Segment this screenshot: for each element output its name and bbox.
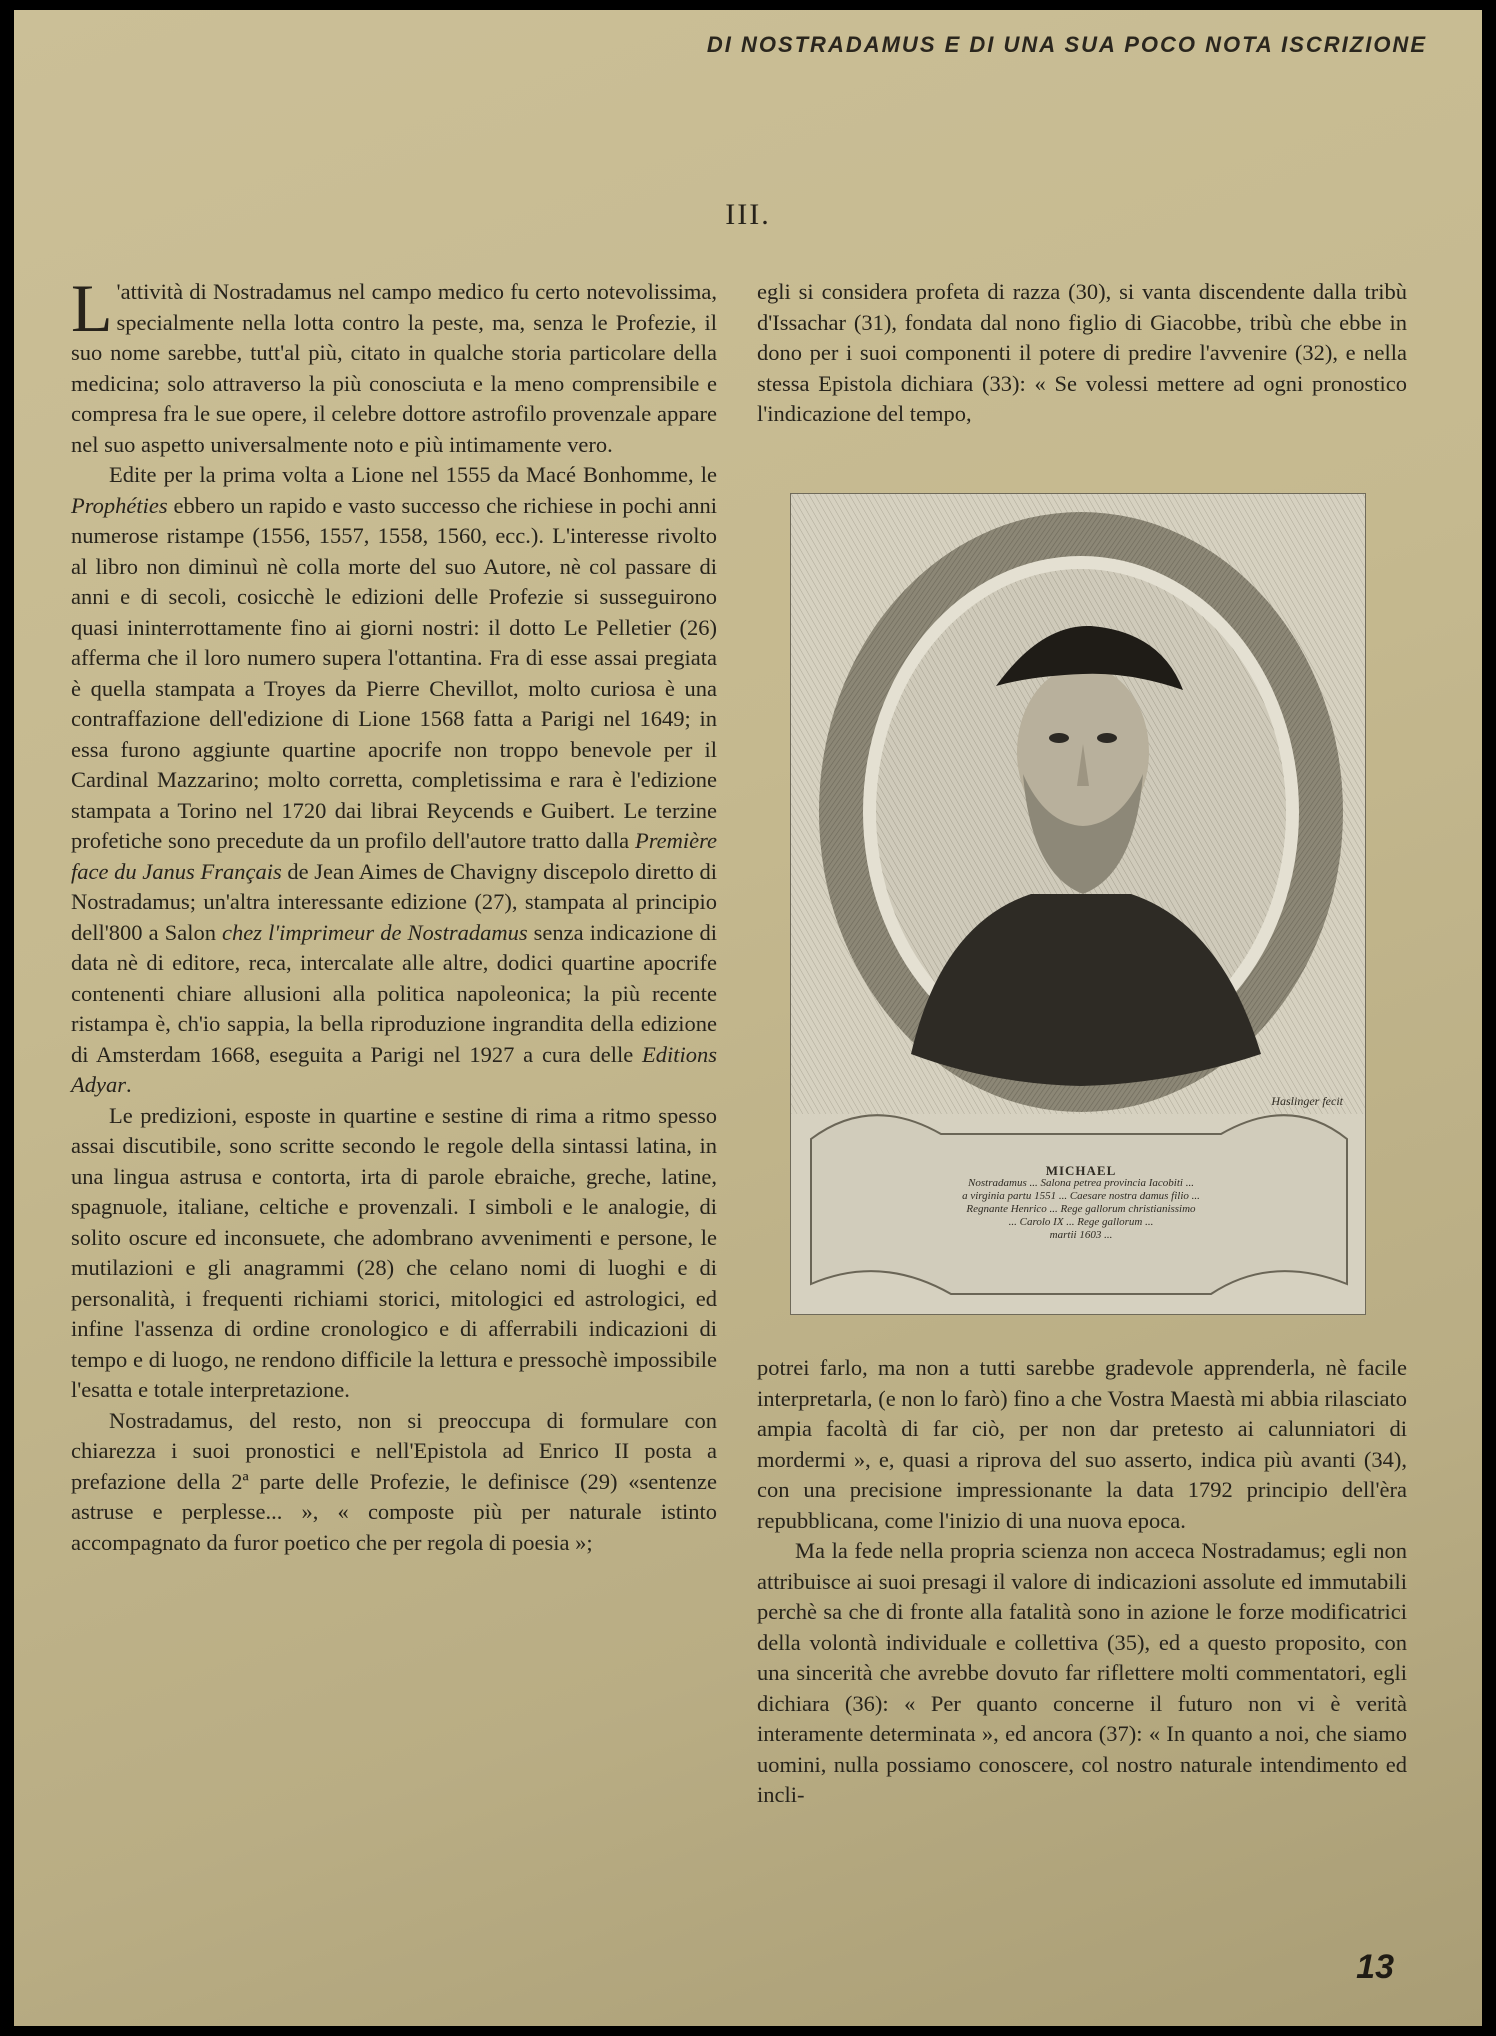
left-column bbox=[71, 270, 718, 1558]
plate-line-3: Regnante Henrico ... Rege gallorum christianissimo bbox=[966, 1203, 1196, 1215]
paragraph-2 bbox=[71, 460, 717, 1101]
paragraph-2-text-d: senza indicazione di data nè di editore, reca, intercalate alle altre, dodici quartine apocrife contenenti chiare allusioni alla politica napoleonica; la più recente ristampa è, ch'io sappia, la bella riproduzione ingrandita della edizione di Amsterdam 1668, eseguita a Parigi nel 1927 a cura delle bbox=[71, 919, 718, 1067]
paragraph-2-text-a: Edite per la prima volta a Lione nel 1555 da Macé Bonhomme, le bbox=[109, 462, 717, 487]
book-page bbox=[14, 10, 1482, 2026]
running-head: DI NOSTRADAMUS E DI UNA SUA POCO NOTA ISCRIZIONE bbox=[706, 32, 1427, 57]
section-number: III. bbox=[725, 198, 771, 231]
plate-line-1: Nostradamus ... Salona petrea provincia Iacobiti ... bbox=[968, 1177, 1194, 1189]
paragraph-3: Le predizioni, esposte in quartine e sestine di rima a ritmo spesso assai discutibile, sono scritte secondo le regole della sintassi latina, in una lingua astrusa e contorta, irta di parole ebraiche, greche, latine, spagnuole, italiane, celtiche e provenzali. I simboli e le analogie, di solito oscure ed inconsuete, che adombrano avvenimenti e persone, le mutilazioni e gli anagrammi (28) che celano nomi di luoghi e di personalità, i frequenti richiami storici, mitologici ed astrologici, ed infine l'assenza di ordine cronologico e di afferrabili indicazioni di tempo e di luogo, ne rendono difficile la lettura e pressochè impossibile l'esatta e totale interpretazione. bbox=[71, 1102, 717, 1402]
right-bottom-paragraph-2: Ma la fede nella propria scienza non acceca Nostradamus; egli non attribuisce ai suoi presagi il valore di indicazioni assolute ed immutabili perchè sa che di fronte alla fatalità sono in azione le forze modificatrici della volontà individuale e collettiva (35), ed a questo proposito, con una sincerità che avrebbe dovuto far riflettere molti commentatori, egli dichiara (36): « Per quanto concerne il futuro non vi è verità interamente determinata », ed ancora (37): « In quanto a noi, che siamo uomini, nulla possiamo conoscere, col nostro naturale intendimento ed incli- bbox=[757, 1538, 1407, 1807]
plate-line-5: martii 1603 ... bbox=[1049, 1229, 1113, 1241]
right-column-top bbox=[757, 277, 1407, 430]
right-bottom-paragraph-1: potrei farlo, ma non a tutti sarebbe gradevole apprenderla, nè facile interpretarla, (e non lo farò) fino a che Vostra Maestà mi abbia rilasciato ampia facoltà di far ciò, per non dar pretesto ai calunniatori di mordermi », e, quasi a riprova del suo asserto, indica più avanti (34), con una precisione impressionante la data 1792 principio dell'èra repubblicana, come l'inizio di una nuova epoca. bbox=[757, 1355, 1407, 1533]
nostradamus-portrait-engraving bbox=[790, 493, 1366, 1315]
right-column-bottom bbox=[757, 1353, 1407, 1811]
paragraph-2-text-e: . bbox=[126, 1072, 132, 1097]
plate-line-4: ... Carolo IX ... Rege gallorum ... bbox=[1008, 1216, 1154, 1228]
title-propheties: Prophéties bbox=[71, 492, 168, 518]
page-number: 13 bbox=[1356, 1948, 1394, 1986]
title-premiere-face: Première face du Janus Français bbox=[71, 828, 717, 884]
drop-cap: L bbox=[71, 270, 113, 346]
paragraph-2-text-b: ebbero un rapido e vasto successo che richiese in pochi anni numerose ristampe (1556, 1557, 1558, 1560, ecc.). L'interesse rivolto al libro non diminuì nè colla morte del suo Autore, nè col passare di anni e di secoli, cosicchè le edizioni delle Profezie si susseguirono quasi ininterrottamente fino ai giorni nostri: il dotto Le Pelletier (26) afferma che il loro numero supera l'ottantina. Fra di esse assai pregiata è quella stampata a Troyes da Pierre Chevillot, molto curiosa è una contraffazione dell'edizione di Lione 1568 fatta a Parigi nel 1649; in essa furono aggiunte quartine apocrife non troppo benevole per il Cardinal Mazzarino; molto corretta, completissima e rara è l'edizione stampata a Torino nel 1720 dai librai Reycends e Guibert. Le terzine profetiche sono precedute da un profilo dell'autore tratto dalla bbox=[71, 492, 717, 853]
title-editions-adyar: Editions Adyar bbox=[71, 1041, 717, 1097]
engraver-signature: Haslinger fecit bbox=[1271, 1094, 1343, 1108]
paragraph-2-text-c: de Jean Aimes de Chavigny discepolo diretto di Nostradamus; un'altra interessante edizione (27), stampata al principio dell'800 a Salon bbox=[71, 858, 717, 945]
paragraph-1-text: 'attività di Nostradamus nel campo medico fu certo notevolissima, specialmente nella lotta contro la peste, ma, senza le Profezie, il suo nome sarebbe, tutt'al più, citato in qualche storia particolare della medicina; solo attraverso la più conosciuta e la meno comprensibile e compresa fra le sue opere, il celebre dottore astrofilo provenzale appare nel suo aspetto universalmente noto e più intimamente vero. bbox=[71, 279, 717, 457]
title-chez-imprimeur: chez l'imprimeur de Nostradamus bbox=[222, 919, 528, 945]
plate-line-2: a virginia partu 1551 ... Caesare nostra damus filio ... bbox=[962, 1190, 1200, 1202]
right-top-paragraph: egli si considera profeta di razza (30), si vanta discendente dalla tribù d'Issachar (31), fondata dal nono figlio di Giacobbe, tribù che ebbe in dono per i suoi componenti il potere di predire l'avvenire (32), e nella stessa Epistola dichiara (33): « Se volessi mettere ad ogni pronostico l'indicazione del tempo, bbox=[757, 279, 1407, 426]
paragraph-4: Nostradamus, del resto, non si preoccupa di formulare con chiarezza i suoi pronostici e nell'Epistola ad Enrico II posta a prefazione della 2ª parte delle Profezie, le definisce (29) «sentenze astruse e perplesse... », « composte più per naturale istinto accompagnato da furor poetico che per regola di poesia »; bbox=[71, 1407, 717, 1555]
plate-inscription bbox=[851, 1164, 1311, 1242]
paragraph-1 bbox=[71, 270, 717, 460]
plate-title: MICHAEL bbox=[1045, 1163, 1117, 1178]
